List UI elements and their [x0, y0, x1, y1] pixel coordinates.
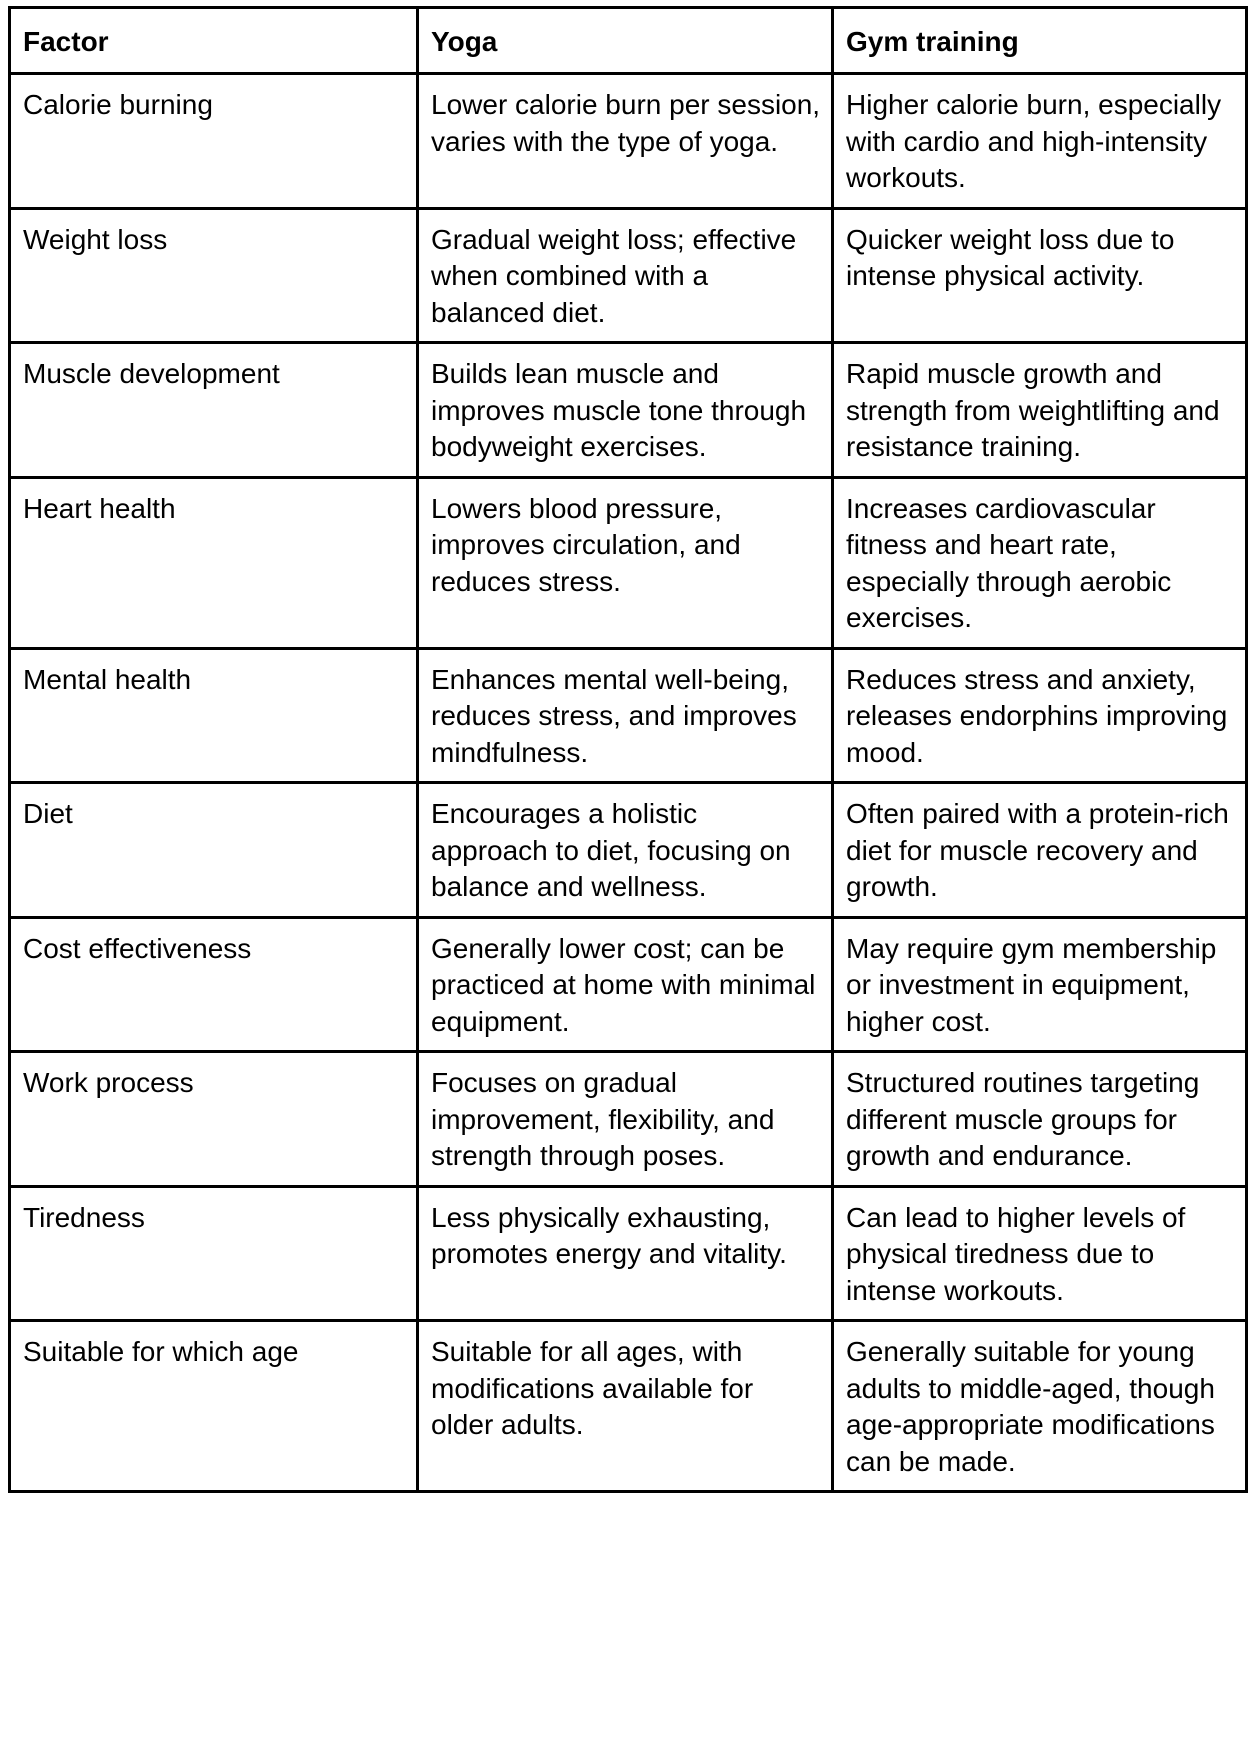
yoga-cell: Builds lean muscle and improves muscle tone through bodyweight exercises.	[418, 343, 833, 478]
table-row	[10, 783, 1247, 918]
factor-cell: Heart health	[10, 477, 418, 648]
header-factor: Factor	[10, 8, 418, 74]
gym-cell: Higher calorie burn, especially with cardio and high-intensity workouts.	[833, 74, 1247, 209]
gym-cell: Increases cardiovascular fitness and heart rate, especially through aerobic exercises.	[833, 477, 1247, 648]
comparison-table-container	[8, 6, 1245, 1493]
factor-cell: Work process	[10, 1052, 418, 1187]
factor-cell: Cost effectiveness	[10, 917, 418, 1052]
table-row	[10, 917, 1247, 1052]
factor-cell: Mental health	[10, 648, 418, 783]
header-row	[10, 8, 1247, 74]
factor-cell: Suitable for which age	[10, 1321, 418, 1492]
table-row	[10, 1052, 1247, 1187]
yoga-cell: Focuses on gradual improvement, flexibility, and strength through poses.	[418, 1052, 833, 1187]
yoga-cell: Gradual weight loss; effective when combined with a balanced diet.	[418, 208, 833, 343]
yoga-cell: Enhances mental well-being, reduces stress, and improves mindfulness.	[418, 648, 833, 783]
gym-cell: Structured routines targeting different muscle groups for growth and endurance.	[833, 1052, 1247, 1187]
table-row	[10, 343, 1247, 478]
yoga-cell: Suitable for all ages, with modifications available for older adults.	[418, 1321, 833, 1492]
yoga-cell: Less physically exhausting, promotes energy and vitality.	[418, 1186, 833, 1321]
gym-cell: May require gym membership or investment in equipment, higher cost.	[833, 917, 1247, 1052]
yoga-cell: Lower calorie burn per session, varies with the type of yoga.	[418, 74, 833, 209]
table-row	[10, 1321, 1247, 1492]
yoga-cell: Generally lower cost; can be practiced at home with minimal equipment.	[418, 917, 833, 1052]
table-row	[10, 74, 1247, 209]
comparison-table	[8, 6, 1248, 1493]
gym-cell: Quicker weight loss due to intense physical activity.	[833, 208, 1247, 343]
table-row	[10, 477, 1247, 648]
gym-cell: Reduces stress and anxiety, releases endorphins improving mood.	[833, 648, 1247, 783]
yoga-cell: Encourages a holistic approach to diet, focusing on balance and wellness.	[418, 783, 833, 918]
yoga-cell: Lowers blood pressure, improves circulation, and reduces stress.	[418, 477, 833, 648]
factor-cell: Tiredness	[10, 1186, 418, 1321]
factor-cell: Muscle development	[10, 343, 418, 478]
table-row	[10, 648, 1247, 783]
header-gym-training: Gym training	[833, 8, 1247, 74]
gym-cell: Rapid muscle growth and strength from weightlifting and resistance training.	[833, 343, 1247, 478]
header-yoga: Yoga	[418, 8, 833, 74]
factor-cell: Diet	[10, 783, 418, 918]
table-row	[10, 1186, 1247, 1321]
gym-cell: Generally suitable for young adults to middle-aged, though age-appropriate modifications can be made.	[833, 1321, 1247, 1492]
gym-cell: Can lead to higher levels of physical tiredness due to intense workouts.	[833, 1186, 1247, 1321]
factor-cell: Weight loss	[10, 208, 418, 343]
factor-cell: Calorie burning	[10, 74, 418, 209]
gym-cell: Often paired with a protein-rich diet for muscle recovery and growth.	[833, 783, 1247, 918]
table-row	[10, 208, 1247, 343]
